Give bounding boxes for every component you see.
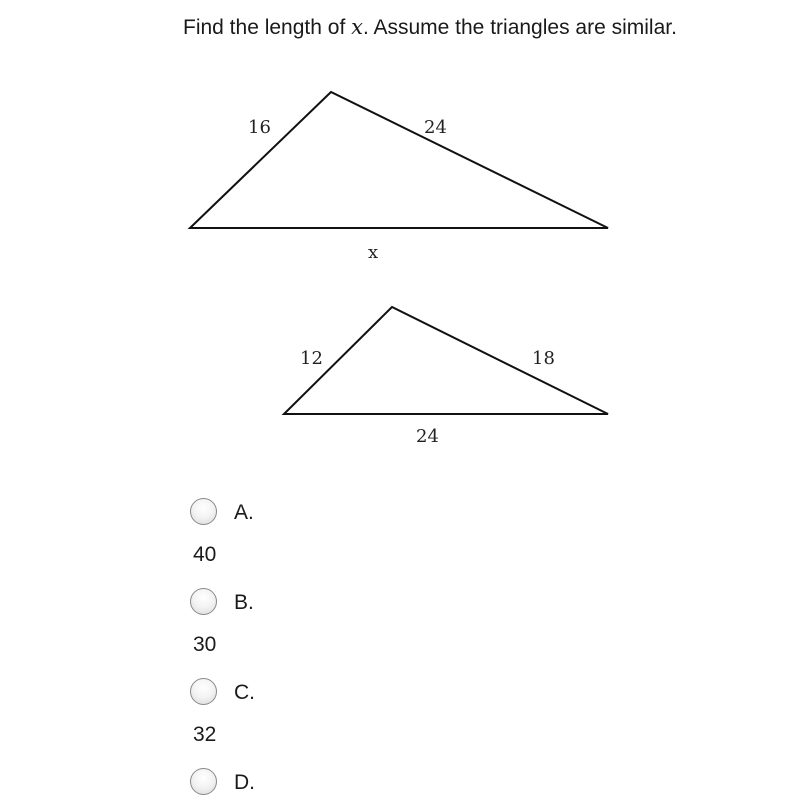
choice-c-letter: C. xyxy=(234,681,255,704)
small-triangle-base-label: 24 xyxy=(416,426,439,447)
choice-c-value: 32 xyxy=(193,723,217,746)
choice-c-radio[interactable] xyxy=(190,678,217,705)
small-triangle-right-label: 18 xyxy=(532,348,555,369)
choice-a-radio[interactable] xyxy=(190,498,217,525)
question-prefix: Find the length of xyxy=(183,16,352,39)
small-triangle-left-label: 12 xyxy=(300,348,323,369)
choice-b-radio[interactable] xyxy=(190,588,217,615)
choice-a-letter: A. xyxy=(234,501,254,524)
question-variable: x xyxy=(351,15,363,39)
small-triangle-shape xyxy=(284,307,608,414)
large-triangle-right-label: 24 xyxy=(424,117,447,138)
small-triangle xyxy=(284,307,608,447)
choice-d-radio[interactable] xyxy=(190,768,217,795)
large-triangle xyxy=(190,92,608,263)
choice-d-letter: D. xyxy=(234,771,255,794)
choice-b-letter: B. xyxy=(234,591,254,614)
large-triangle-shape xyxy=(190,92,608,228)
large-triangle-base-label: x xyxy=(368,242,379,263)
choice-a-value: 40 xyxy=(193,543,217,566)
large-triangle-left-label: 16 xyxy=(248,117,271,138)
question-suffix: . Assume the triangles are similar. xyxy=(362,16,677,39)
choice-b-value: 30 xyxy=(193,633,217,656)
